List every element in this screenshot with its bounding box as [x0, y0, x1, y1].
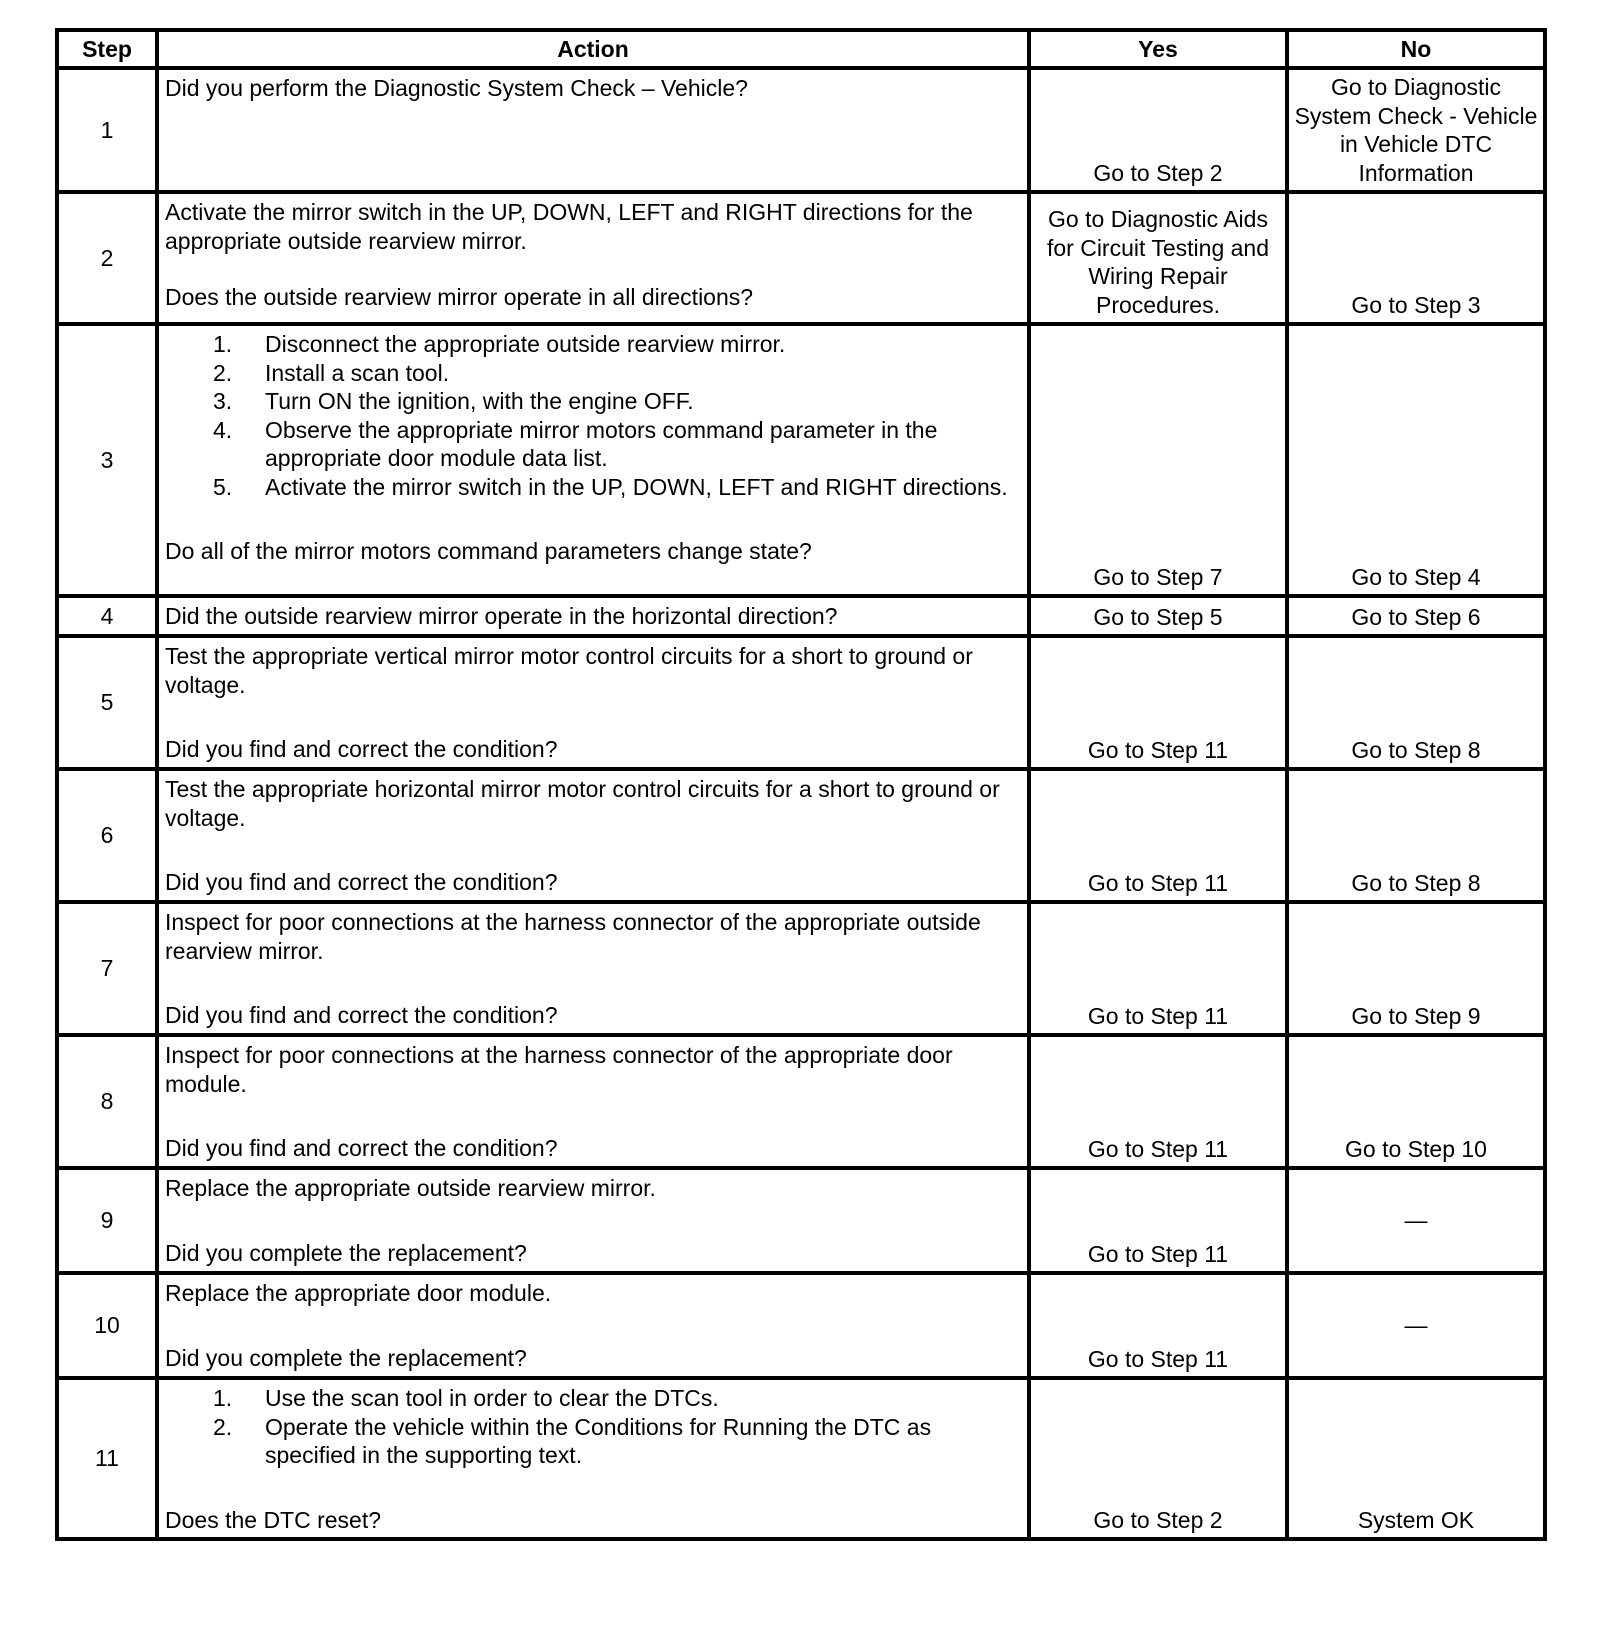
list-item [213, 473, 1021, 502]
action-text: Test the appropriate horizontal mirror motor control circuits for a short to ground or voltage. [165, 776, 1000, 831]
action-question: Did you find and correct the condition? [165, 869, 558, 895]
list-item [213, 1384, 1021, 1413]
list-item-text: Operate the vehicle within the Conditions for Running the DTC as specified in the supporting text. [265, 1413, 932, 1468]
no-cell: Go to Step 3 [1287, 192, 1545, 324]
action-cell [157, 596, 1029, 636]
action-text: Test the appropriate vertical mirror motor control circuits for a short to ground or voltage. [165, 643, 973, 698]
list-item-text: Install a scan tool. [265, 359, 450, 386]
yes-cell: Go to Step 2 [1029, 1378, 1287, 1539]
list-item-number: 5. [213, 473, 233, 500]
step-number: 8 [57, 1035, 157, 1168]
action-question: Did you complete the replacement? [165, 1239, 527, 1266]
no-cell: Go to Step 6 [1287, 596, 1545, 636]
diagnostic-table [55, 28, 1547, 1541]
step-number: 3 [57, 324, 157, 596]
table-row [57, 324, 1545, 596]
no-cell: Go to Step 8 [1287, 636, 1545, 769]
action-cell [157, 1378, 1029, 1539]
action-cell [157, 769, 1029, 902]
list-item-number: 3. [213, 388, 233, 414]
header-no: No [1287, 30, 1545, 68]
table-row [57, 192, 1545, 324]
list-item-text: Disconnect the appropriate outside rearview mirror. [265, 331, 786, 357]
list-item-number: 1. [213, 1385, 233, 1411]
yes-cell: Go to Step 11 [1029, 1168, 1287, 1273]
list-item [213, 330, 1021, 359]
action-question: Did you find and correct the condition? [165, 1002, 558, 1028]
action-text: Inspect for poor connections at the harness connector of the appropriate door module. [165, 1042, 953, 1097]
list-item-text: Activate the mirror switch in the UP, DOWN, LEFT and RIGHT directions. [265, 473, 1008, 500]
list-item [213, 387, 1021, 416]
action-cell [157, 636, 1029, 769]
list-item-text: Use the scan tool in order to clear the DTCs. [265, 1385, 719, 1411]
action-cell [157, 1273, 1029, 1378]
yes-cell: Go to Step 11 [1029, 636, 1287, 769]
action-cell [157, 192, 1029, 324]
list-item [213, 416, 1021, 473]
no-cell: Go to Diagnostic System Check - Vehicle in Vehicle DTC Information [1287, 68, 1545, 192]
table-row [57, 596, 1545, 636]
step-number: 1 [57, 68, 157, 192]
yes-cell: Go to Step 2 [1029, 68, 1287, 192]
step-number: 11 [57, 1378, 157, 1539]
yes-cell: Go to Diagnostic Aids for Circuit Testing and Wiring Repair Procedures. [1029, 192, 1287, 324]
yes-cell: Go to Step 11 [1029, 902, 1287, 1035]
action-question: Did you find and correct the condition? [165, 1135, 558, 1161]
yes-cell: Go to Step 7 [1029, 324, 1287, 596]
action-question: Did you find and correct the condition? [165, 736, 558, 762]
no-cell: Go to Step 10 [1287, 1035, 1545, 1168]
action-text: Activate the mirror switch in the UP, DOWN, LEFT and RIGHT directions for the appropriate outside rearview mirror. [165, 199, 973, 254]
action-cell [157, 324, 1029, 596]
action-question: Did you complete the replacement? [165, 1344, 527, 1371]
list-item-number: 2. [213, 359, 233, 386]
step-number: 4 [57, 596, 157, 636]
yes-cell: Go to Step 11 [1029, 769, 1287, 902]
table-row [57, 902, 1545, 1035]
no-cell: Go to Step 9 [1287, 902, 1545, 1035]
no-cell: Go to Step 4 [1287, 324, 1545, 596]
no-cell: — [1287, 1168, 1545, 1273]
yes-cell: Go to Step 11 [1029, 1035, 1287, 1168]
table-row [57, 769, 1545, 902]
header-row [57, 30, 1545, 68]
step-number: 5 [57, 636, 157, 769]
table-row [57, 1035, 1545, 1168]
list-item [213, 359, 1021, 388]
yes-cell: Go to Step 11 [1029, 1273, 1287, 1378]
action-question: Does the outside rearview mirror operate in all directions? [165, 284, 754, 310]
table-row [57, 636, 1545, 769]
header-step: Step [57, 30, 157, 68]
table-row [57, 1168, 1545, 1273]
no-cell: Go to Step 8 [1287, 769, 1545, 902]
step-number: 7 [57, 902, 157, 1035]
action-text: Inspect for poor connections at the harness connector of the appropriate outside rearview mirror. [165, 909, 981, 964]
no-cell: System OK [1287, 1378, 1545, 1539]
action-list [165, 1384, 1021, 1470]
action-question: Does the DTC reset? [165, 1506, 382, 1533]
action-text: Did the outside rearview mirror operate in the horizontal direction? [165, 603, 838, 629]
action-text: Replace the appropriate door module. [165, 1280, 552, 1306]
step-number: 9 [57, 1168, 157, 1273]
list-item-number: 2. [213, 1413, 233, 1440]
header-action: Action [157, 30, 1029, 68]
table-row [57, 1378, 1545, 1539]
list-item-text: Observe the appropriate mirror motors command parameter in the appropriate door module data list. [265, 416, 938, 471]
list-item-number: 4. [213, 416, 233, 443]
action-cell [157, 902, 1029, 1035]
yes-cell: Go to Step 5 [1029, 596, 1287, 636]
action-list [165, 330, 1021, 501]
no-cell: — [1287, 1273, 1545, 1378]
action-question: Do all of the mirror motors command parameters change state? [165, 538, 812, 564]
step-number: 2 [57, 192, 157, 324]
list-item-text: Turn ON the ignition, with the engine OFF. [265, 388, 694, 414]
step-number: 10 [57, 1273, 157, 1378]
step-number: 6 [57, 769, 157, 902]
list-item-number: 1. [213, 331, 233, 357]
action-cell [157, 68, 1029, 192]
header-yes: Yes [1029, 30, 1287, 68]
action-text: Did you perform the Diagnostic System Check – Vehicle? [165, 75, 748, 101]
action-text: Replace the appropriate outside rearview mirror. [165, 1175, 656, 1201]
action-cell [157, 1035, 1029, 1168]
table-row [57, 1273, 1545, 1378]
action-cell [157, 1168, 1029, 1273]
list-item [213, 1413, 1021, 1470]
table-row [57, 68, 1545, 192]
